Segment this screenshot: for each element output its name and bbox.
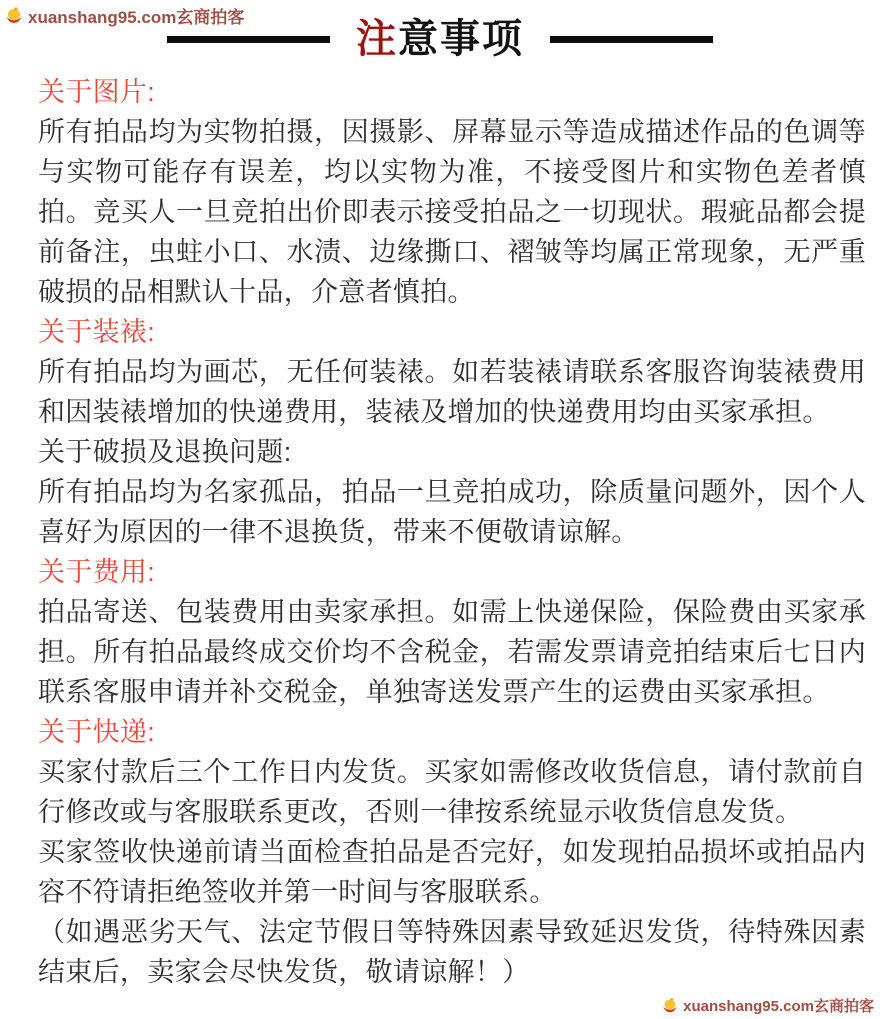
title-right-bar (550, 36, 713, 43)
notice-content (38, 72, 866, 992)
brand-logo-icon (660, 997, 679, 1015)
section-heading: 关于快递: (38, 717, 156, 747)
page-title-highlight: 注 (356, 15, 398, 62)
section-about-fees (38, 552, 866, 712)
section-about-mounting (38, 312, 866, 432)
section-about-shipping (38, 712, 866, 992)
watermark-bottom (660, 995, 874, 1016)
section-heading: 关于装裱: (38, 317, 156, 347)
section-paragraph: 买家付款后三个工作日内发货。买家如需修改收货信息，请付款前自行修改或与客服联系更改，否则一律按系统显示收货信息发货。 (38, 757, 866, 827)
section-paragraph: 买家签收快递前请当面检查拍品是否完好，如发现拍品损坏或拍品内容不符请拒绝签收并第一时间与客服联系。 (38, 837, 866, 907)
section-paragraph: （如遇恶劣天气、法定节假日等特殊因素导致延迟发货，待特殊因素结束后，卖家会尽快发货，敬请谅解！） (38, 917, 866, 987)
page-title-rest: 意事项 (398, 15, 524, 62)
section-about-images (38, 72, 866, 312)
section-heading: 关于费用: (38, 557, 156, 587)
section-paragraph: 所有拍品均为画芯，无任何装裱。如若装裱请联系客服咨询装裱费用和因装裱增加的快递费用，装裱及增加的快递费用均由买家承担。 (38, 357, 866, 427)
title-banner (0, 16, 880, 62)
section-paragraph: 所有拍品均为实物拍摄，因摄影、屏幕显示等造成描述作品的色调等与实物可能存有误差，均以实物为准，不接受图片和实物色差者慎拍。竞买人一旦竞拍出价即表示接受拍品之一切现状。瑕疵品都会提前备注，虫蛀小口、水渍、边缘撕口、褶皱等均属正常现象，无严重破损的品相默认十品，介意者慎拍。 (38, 117, 866, 307)
title-left-bar (167, 36, 330, 43)
page-title (356, 16, 524, 62)
section-paragraph: 拍品寄送、包装费用由卖家承担。如需上快递保险，保险费由买家承担。所有拍品最终成交价均不含税金，若需发票请竞拍结束后七日内联系客服申请并补交税金，单独寄送发票产生的运费由买家承担。 (38, 597, 866, 707)
section-damage-returns (38, 432, 866, 552)
section-heading: 关于破损及退换问题: (38, 437, 292, 467)
section-paragraph: 所有拍品均为名家孤品，拍品一旦竞拍成功，除质量问题外，因个人喜好为原因的一律不退换货，带来不便敬请谅解。 (38, 477, 866, 547)
section-heading: 关于图片: (38, 77, 156, 107)
watermark-text: xuanshang95.com玄商拍客 (28, 8, 245, 27)
watermark-text: xuanshang95.com玄商拍客 (683, 998, 874, 1015)
